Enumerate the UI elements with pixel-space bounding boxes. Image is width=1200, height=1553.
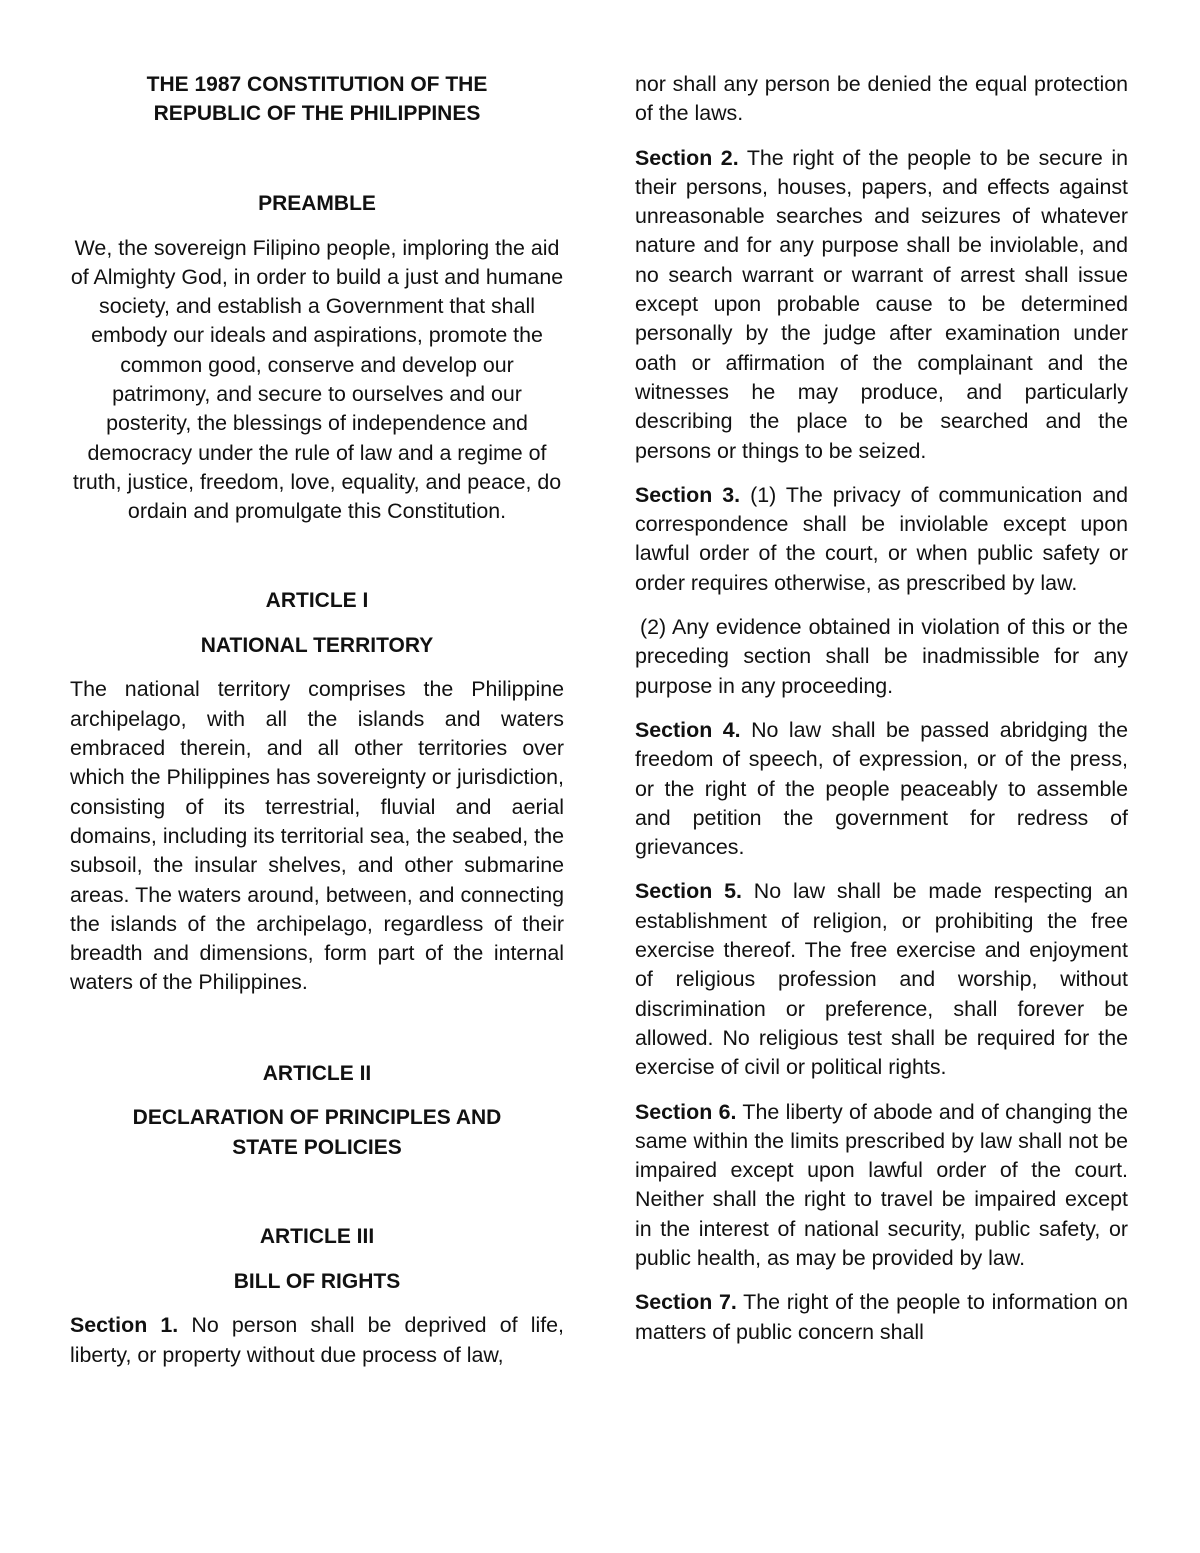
preamble-heading: PREAMBLE: [258, 192, 376, 215]
section6-paragraph: [635, 1098, 1128, 1274]
section5-label: Section 5.: [635, 879, 742, 904]
document-title-line1: THE 1987 CONSTITUTION OF THE: [146, 73, 488, 96]
section6-text: The liberty of abode and of changing the same within the limits prescribed by law shall not be impaired except upon lawful order of the court. Neither shall the right to travel be impaired except in the interest of national security, public safety, or public health, as may be provided by law.: [635, 1099, 1129, 1270]
article1-subheading: NATIONAL TERRITORY: [200, 633, 434, 657]
section3-label: Section 3.: [635, 482, 741, 507]
section1-text-left: No person shall be deprived of life, liberty, or property without due process of law,: [70, 1313, 564, 1367]
preamble-text: We, the sovereign Filipino people, imploring the aid of Almighty God, in order to build a just and humane society, and establish a Government that shall embody our ideals and aspirations, promote the common good, conserve and develop our patrimony, and secure to ourselves and our posterity, the blessings of independence and democracy under the rule of law and a regime of truth, justice, freedom, love, equality, and peace, do ordain and promulgate this Constitution.: [70, 235, 564, 524]
section1-text-right: nor shall any person be denied the equal protection of the laws.: [635, 72, 1128, 126]
section3-paragraph: [635, 481, 1128, 598]
section7-paragraph: [635, 1288, 1128, 1347]
section5-text: No law shall be made respecting an establishment of religion, or prohibiting the free exercise thereof. The free exercise and enjoyment of religious profession and worship, without discrimination or preference, shall forever be allowed. No religious test shall be required for the exercise of civil or political rights.: [635, 879, 1128, 1080]
document-title-line2: REPUBLIC OF THE PHILIPPINES: [153, 102, 481, 125]
section1-paragraph-start: [70, 1311, 564, 1370]
section7-text: The right of the people to information on matters of public concern shall: [635, 1290, 1128, 1344]
section7-label: Section 7.: [635, 1290, 737, 1315]
article1-heading: ARTICLE I: [265, 589, 369, 613]
article2-heading: ARTICLE II: [262, 1061, 372, 1085]
right-column: [635, 70, 1128, 1347]
section2-text: The right of the people to be secure in their persons, houses, papers, and effects against unreasonable searches and seizures of whatever nature and for any purpose shall be inviolable, and no search warrant or warrant of arrest shall issue except upon probable cause to be determined personally by the judge after examination under oath or affirmation of the complainant and the witnesses he may produce, and particularly describing the place to be searched and the persons or things to be seized.: [635, 145, 1128, 463]
section4-paragraph: [635, 716, 1128, 862]
article3-subheading: BILL OF RIGHTS: [233, 1269, 401, 1293]
section2-label: Section 2.: [635, 145, 739, 170]
left-column: [70, 70, 564, 1370]
section4-label: Section 4.: [635, 717, 741, 742]
section5-paragraph: [635, 877, 1128, 1082]
article3-heading: ARTICLE III: [259, 1225, 375, 1249]
article2-subheading-line1: DECLARATION OF PRINCIPLES AND: [132, 1106, 502, 1130]
section4-text: No law shall be passed abridging the freedom of speech, of expression, or of the press, or the right of the people peaceably to assemble and petition the government for redress of grievances.: [635, 717, 1128, 860]
section1-label: Section 1.: [70, 1313, 179, 1338]
section3-text: (1) The privacy of communication and correspondence shall be inviolable except upon lawful order of the court, or when public safety or order requires otherwise, as prescribed by law.: [635, 482, 1129, 595]
section2-paragraph: [635, 144, 1128, 466]
article1-text: The national territory comprises the Philippine archipelago, with all the islands and waters embraced therein, and all other territories over which the Philippines has sovereignty or jurisdiction, consisting of its terrestrial, fluvial and aerial domains, including its territorial sea, the seabed, the subsoil, the insular shelves, and other submarine areas. The waters around, between, and connecting the islands of the archipelago, regardless of their breadth and dimensions, form part of the internal waters of the Philippines.: [70, 677, 564, 995]
article2-subheading-line2: STATE POLICIES: [232, 1135, 402, 1159]
section3-paragraph-2: (2) Any evidence obtained in violation of this or the preceding section shall be inadmissible for any purpose in any proceeding.: [635, 615, 1128, 698]
section6-label: Section 6.: [635, 1099, 737, 1124]
